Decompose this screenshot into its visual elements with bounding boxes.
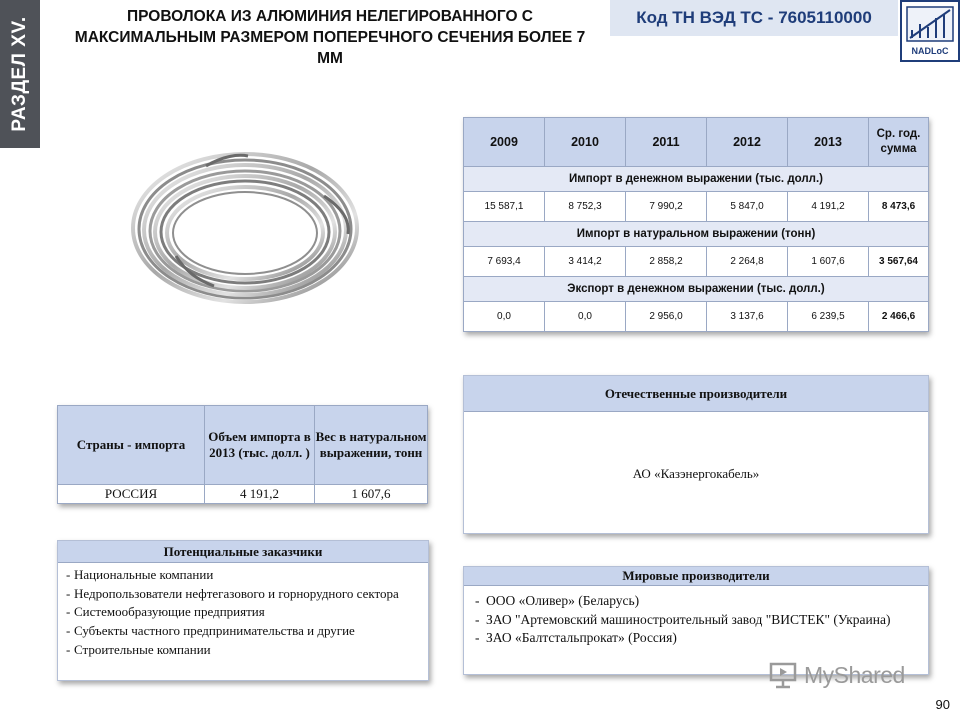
statistics-table [463,117,928,332]
import-value-row [464,192,929,222]
domestic-producer-name: АО «Казэнергокабель» [632,466,760,481]
watermark-text: MyShared [804,661,905,688]
stats-header-row [464,118,929,167]
year-header: 2010 [545,118,626,167]
list-item: - Недропользователи нефтегазового и горнорудного сектора [58,585,428,604]
aluminium-wire-coil-image [128,148,363,308]
year-header: 2011 [626,118,707,167]
countries-header: Страны - импорта [58,406,205,485]
table-cell: 3 137,6 [707,302,788,332]
potential-customers-box [57,540,429,681]
average-cell: 2 466,6 [869,302,929,332]
import-volume-header: Объем импорта в 2013 (тыс. долл. ) [205,406,315,485]
average-cell: 8 473,6 [869,192,929,222]
table-cell: 15 587,1 [464,192,545,222]
average-header: Ср. год. сумма [869,118,929,167]
table-cell: 0,0 [545,302,626,332]
table-cell: 4 191,2 [788,192,869,222]
presentation-icon [768,660,798,690]
world-producers-title: Мировые производители [464,567,928,586]
table-cell: 1 607,6 [788,247,869,277]
potential-customers-title: Потенциальные заказчики [58,541,428,563]
tn-ved-code-label: Код ТН ВЭД ТС - 7605110000 [610,0,898,36]
weight-header: Вес в натуральном выражении, тонн [315,406,428,485]
list-item: - Системообразующие предприятия [58,603,428,622]
year-header: 2013 [788,118,869,167]
section-label-tab [0,0,40,148]
section-label: РАЗДЕЛ XV. [9,16,30,132]
nadloc-logo [900,0,960,62]
table-cell: 5 847,0 [707,192,788,222]
weight-cell: 1 607,6 [315,485,428,504]
average-cell: 3 567,64 [869,247,929,277]
table-cell: 2 858,2 [626,247,707,277]
page-number: 90 [935,697,950,712]
domestic-producers-box [463,375,929,534]
list-item: - Строительные компании [58,641,428,660]
table-cell: 3 414,2 [545,247,626,277]
table-cell: 6 239,5 [788,302,869,332]
list-item: - ООО «Оливер» (Беларусь) [464,592,928,611]
myshared-watermark [768,657,928,693]
table-cell: 8 752,3 [545,192,626,222]
import-volume-cell: 4 191,2 [205,485,315,504]
import-value-section-title: Импорт в денежном выражении (тыс. долл.) [464,167,929,192]
year-header: 2012 [707,118,788,167]
import-volume-section-title: Импорт в натуральном выражении (тонн) [464,222,929,247]
list-item: - Субъекты частного предпринимательства и другие [58,622,428,641]
page-title: ПРОВОЛОКА ИЗ АЛЮМИНИЯ НЕЛЕГИРОВАННОГО С МАКСИМАЛЬНЫМ РАЗМЕРОМ ПОПЕРЕЧНОГО СЕЧЕНИЯ БОЛЕЕ 7 ММ [74,8,586,67]
list-item: - ЗАО "Артемовский машиностроительный завод "ВИСТЕК" (Украина) [464,611,928,630]
country-cell: РОССИЯ [58,485,205,504]
import-volume-row [464,247,929,277]
export-value-row [464,302,929,332]
table-cell: 7 693,4 [464,247,545,277]
import-countries-table [57,405,427,504]
table-cell: 2 956,0 [626,302,707,332]
table-cell: 7 990,2 [626,192,707,222]
domestic-producers-title: Отечественные производители [464,376,928,412]
list-item: - Национальные компании [58,566,428,585]
table-cell: 0,0 [464,302,545,332]
year-header: 2009 [464,118,545,167]
table-row [58,485,428,504]
table-cell: 2 264,8 [707,247,788,277]
logo-text: NADLoC [911,46,949,56]
export-value-section-title: Экспорт в денежном выражении (тыс. долл.) [464,277,929,302]
list-item: - ЗАО «Балтстальпрокат» (Россия) [464,629,928,648]
